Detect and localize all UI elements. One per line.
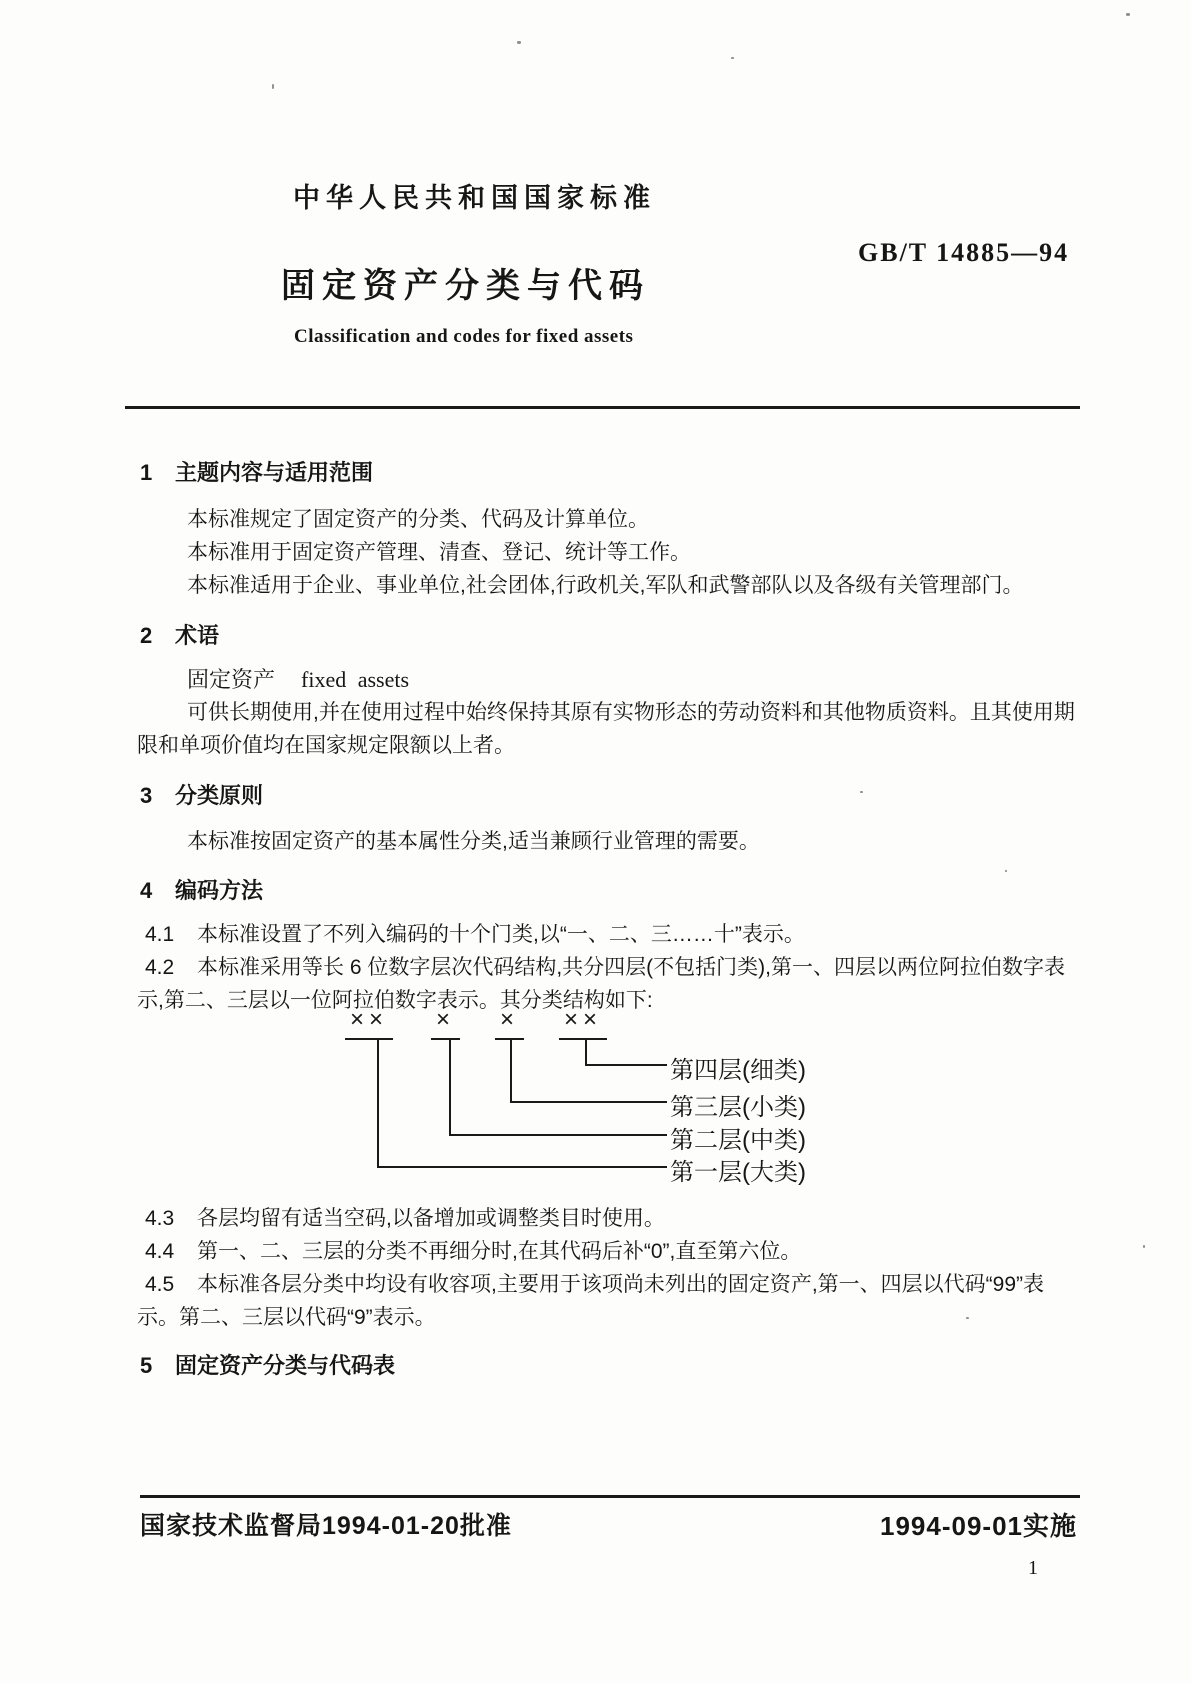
clause-4-1	[145, 918, 805, 948]
clause-4-3-text: 各层均留有适当空码,以备增加或调整类目时使用。	[197, 1207, 665, 1230]
clause-4-3	[145, 1202, 665, 1232]
clause-4-4-number: 4.4	[145, 1240, 175, 1263]
section-2-title: 术语	[175, 623, 220, 648]
term-en: fixed assets	[301, 667, 410, 692]
scan-speck	[966, 1317, 969, 1319]
clause-4-2-text-line-2: 示,第二、三层以一位阿拉伯数字表示。其分类结构如下:	[137, 989, 653, 1012]
code-digit-group-2: ×	[431, 1006, 460, 1040]
clause-4-4	[145, 1235, 801, 1265]
standard-authority-label: 中华人民共和国国家标准	[293, 183, 656, 213]
diagram-label-level-3: 第三层(小类)	[670, 1094, 806, 1121]
clause-4-1-number: 4.1	[145, 923, 175, 946]
connector-line-level-1	[377, 1040, 667, 1168]
diagram-label-level-1: 第一层(大类)	[670, 1159, 806, 1186]
section-1-paragraph-2: 本标准用于固定资产管理、清查、登记、统计等工作。	[187, 541, 691, 564]
footer-divider-rule	[140, 1495, 1080, 1498]
section-1-title: 主题内容与适用范围	[175, 460, 374, 485]
section-2-heading	[140, 619, 219, 650]
section-5-number: 5	[140, 1353, 153, 1378]
section-4-title: 编码方法	[175, 878, 264, 903]
scan-speck	[272, 84, 274, 89]
diagram-label-level-4: 第四层(细类)	[670, 1057, 806, 1084]
diagram-label-level-2: 第二层(中类)	[670, 1127, 806, 1154]
section-1-paragraph-3: 本标准适用于企业、事业单位,社会团体,行政机关,军队和武警部队以及各级有关管理部门。	[187, 574, 1024, 597]
section-3-number: 3	[140, 783, 153, 808]
section-3-heading	[140, 779, 263, 810]
section-2-number: 2	[140, 623, 153, 648]
section-1-number: 1	[140, 460, 153, 485]
clause-4-3-number: 4.3	[145, 1207, 175, 1230]
standard-code: GB/T 14885—94	[858, 238, 1070, 267]
term-definition-row	[187, 663, 409, 694]
code-digit-group-4: ××	[559, 1006, 607, 1040]
clause-4-2-text-line-1: 本标准采用等长 6 位数字层次代码结构,共分四层(不包括门类),第一、四层以两位阿拉伯数字表	[197, 956, 1065, 979]
scan-speck	[731, 57, 734, 59]
footer-approval: 国家技术监督局1994-01-20批准	[140, 1512, 512, 1540]
code-digit-group-1: ××	[345, 1006, 393, 1040]
term-zh: 固定资产	[187, 667, 276, 692]
page-number: 1	[1028, 1557, 1038, 1579]
section-1-paragraph-1: 本标准规定了固定资产的分类、代码及计算单位。	[187, 508, 649, 531]
term-definition-line-2: 限和单项价值均在国家规定限额以上者。	[137, 734, 515, 757]
scan-speck	[1005, 870, 1007, 872]
header-divider-rule	[125, 406, 1080, 409]
scan-speck	[1143, 1245, 1145, 1248]
term-definition-line-1: 可供长期使用,并在使用过程中始终保持其原有实物形态的劳动资料和其他物质资料。且其使用期	[187, 701, 1075, 724]
section-3-title: 分类原则	[175, 783, 264, 808]
clause-4-5-number: 4.5	[145, 1273, 175, 1296]
clause-4-2	[145, 951, 1065, 981]
document-title-en: Classification and codes for fixed assets	[294, 326, 634, 347]
clause-4-5-text-line-2: 示。第二、三层以代码“9”表示。	[137, 1306, 436, 1329]
clause-4-4-text: 第一、二、三层的分类不再细分时,在其代码后补“0”,直至第六位。	[197, 1240, 802, 1263]
section-1-heading	[140, 456, 373, 487]
clause-4-1-text: 本标准设置了不列入编码的十个门类,以“一、二、三……十”表示。	[197, 923, 805, 946]
code-digit-group-3: ×	[495, 1006, 524, 1040]
scan-speck	[517, 41, 521, 44]
section-4-heading	[140, 874, 263, 905]
clause-4-2-number: 4.2	[145, 956, 175, 979]
section-3-paragraph-1: 本标准按固定资产的基本属性分类,适当兼顾行业管理的需要。	[187, 830, 760, 853]
scan-speck	[860, 791, 863, 793]
section-5-title: 固定资产分类与代码表	[175, 1353, 396, 1378]
scan-speck	[1126, 13, 1130, 16]
footer-implementation: 1994-09-01实施	[880, 1511, 1077, 1541]
section-4-number: 4	[140, 878, 153, 903]
section-5-heading	[140, 1349, 395, 1380]
clause-4-5	[145, 1268, 1044, 1298]
clause-4-5-text-line-1: 本标准各层分类中均设有收容项,主要用于该项尚未列出的固定资产,第一、四层以代码“99”表	[197, 1273, 1045, 1296]
document-title-zh: 固定资产分类与代码	[281, 267, 650, 305]
